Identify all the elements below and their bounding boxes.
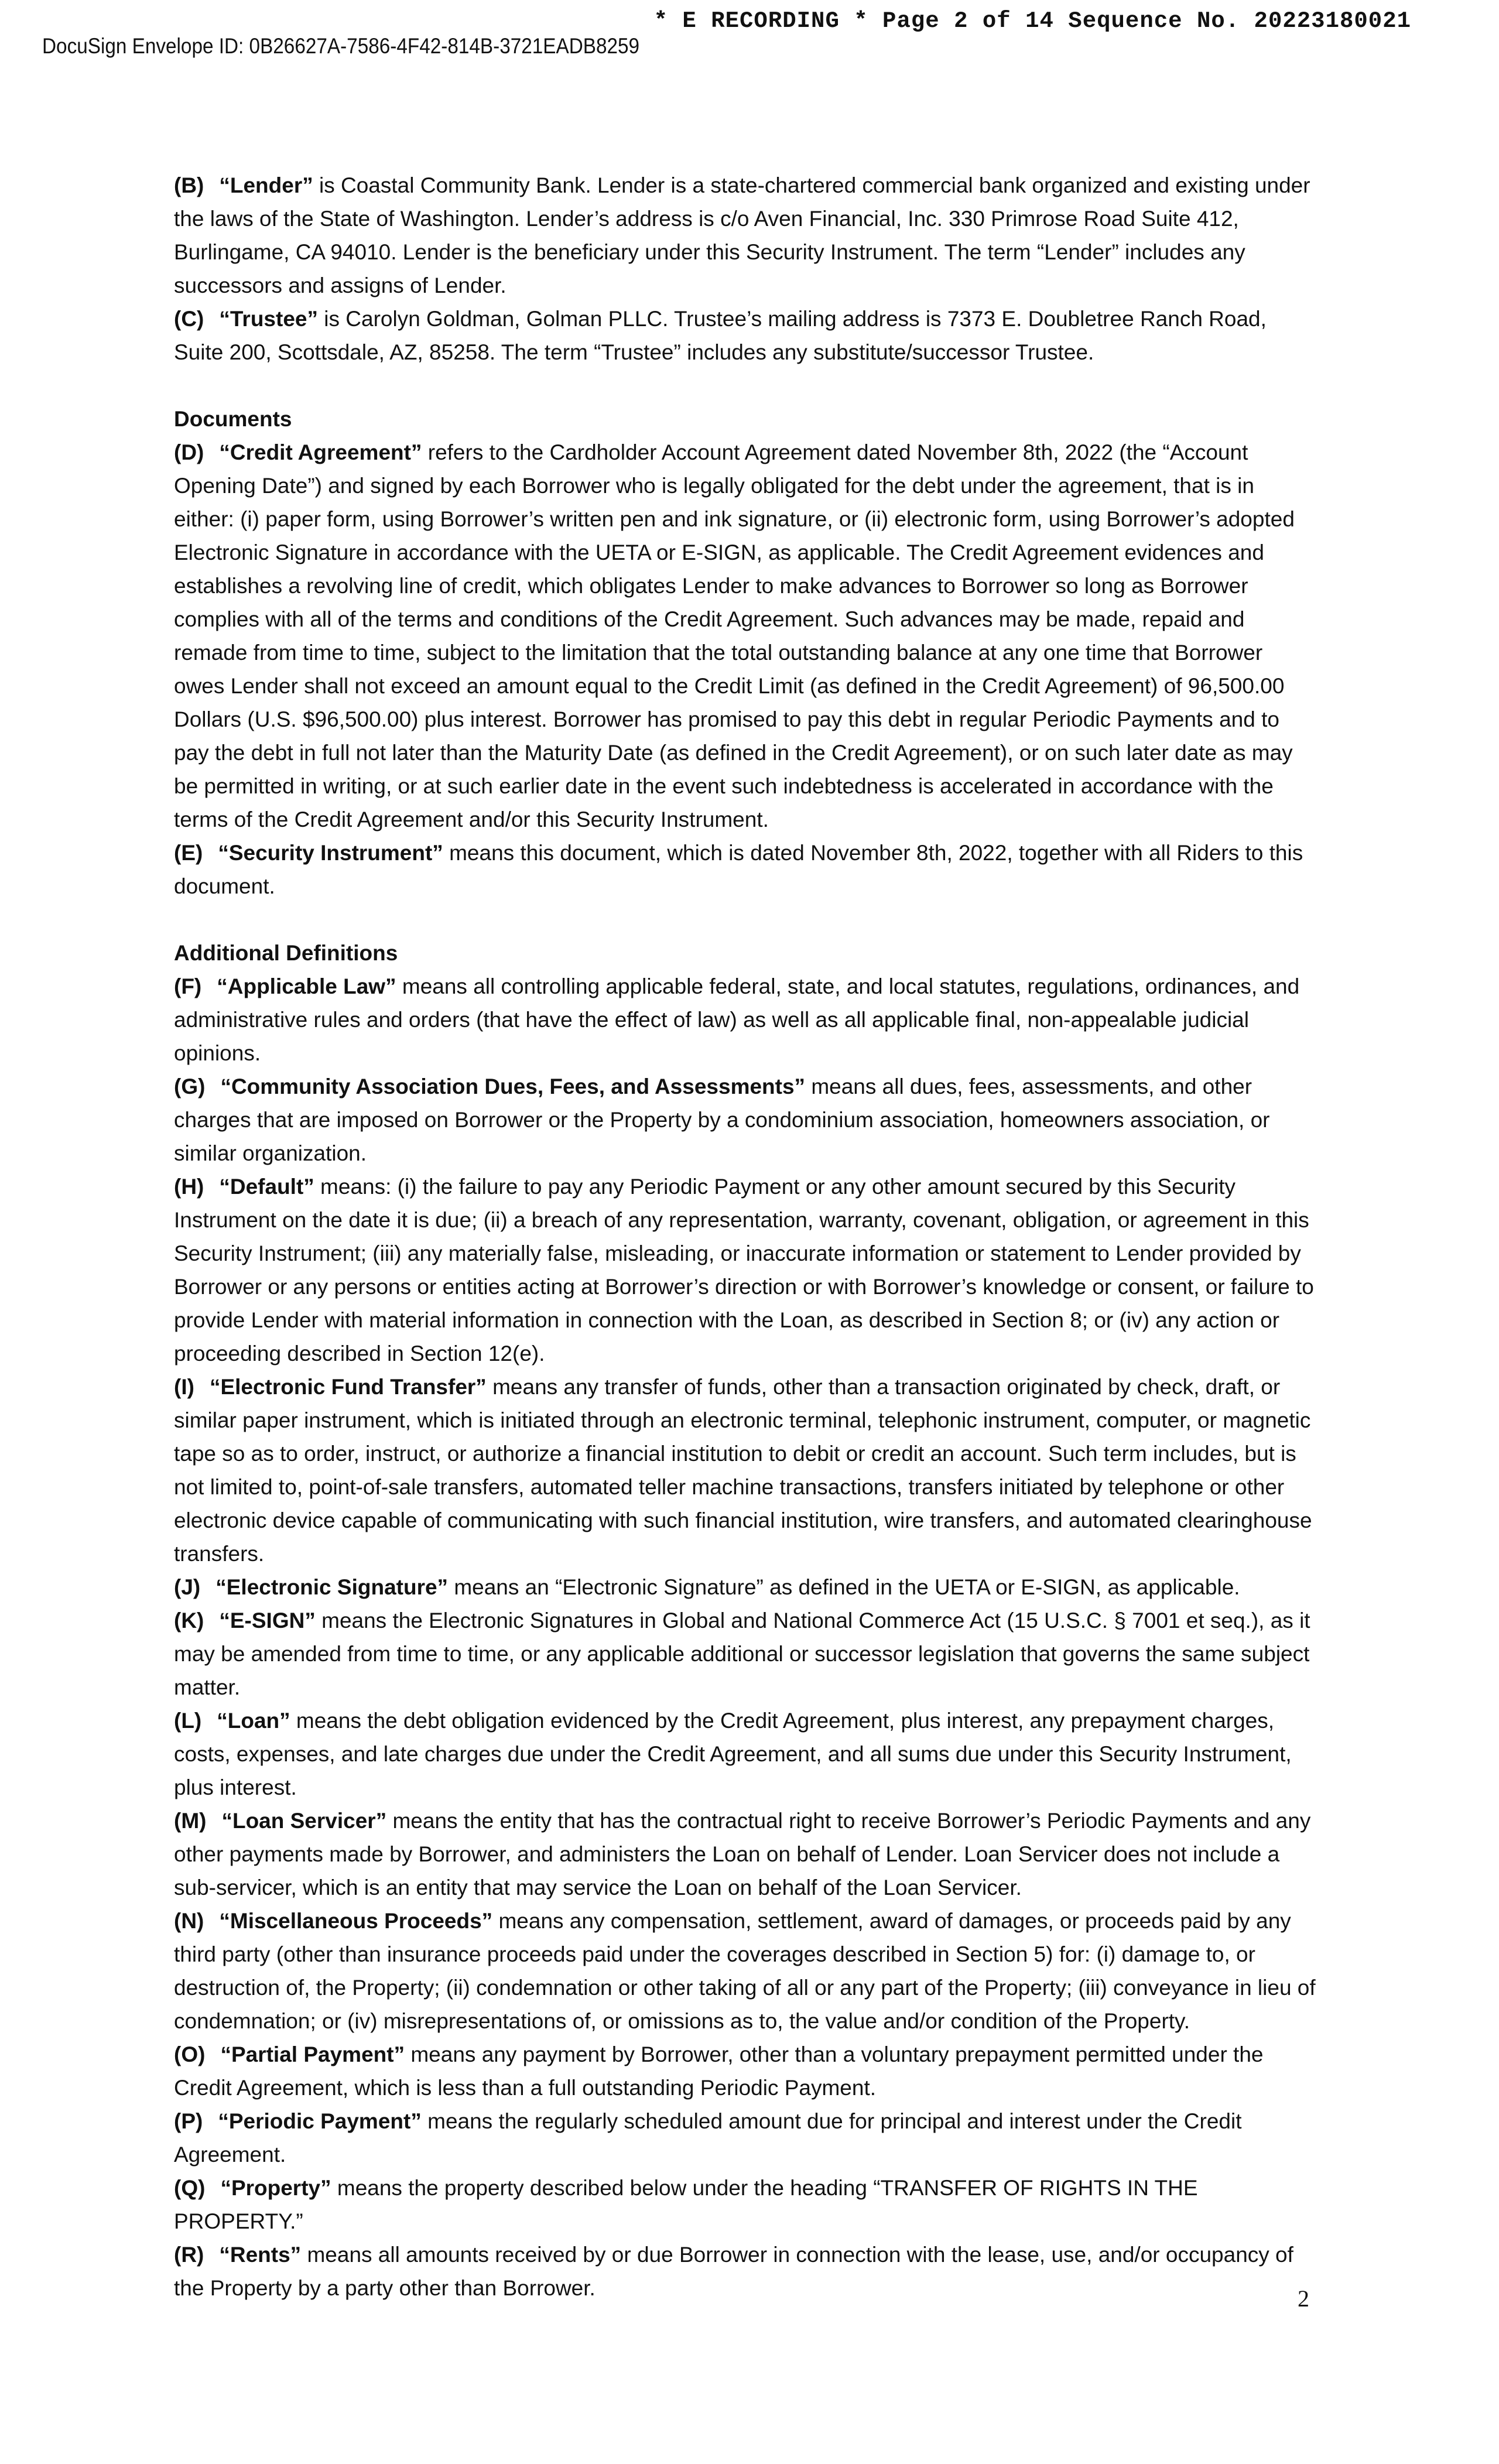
section-heading-additional-definitions: Additional Definitions bbox=[174, 941, 398, 965]
definition-loan-servicer: (M) “Loan Servicer” means the entity that has the contractual right to receive Borrower’s Periodic Payments and any other payments made by Borrower, and administers the Loan on behalf of Lender. Loan Servicer does not include a sub-servicer, which is an entity that may service the Loan on behalf of the Loan Servicer. bbox=[174, 1809, 1311, 1900]
definition-credit-agreement: (D) “Credit Agreement” refers to the Cardholder Account Agreement dated November 8th, 2022 (the “Account Opening Date”) and signed by each Borrower who is legally obligated for the debt under the agreement, that is in either: (i) paper form, using Borrower’s written pen and ink signature, or (ii) electronic form, using Borrower’s adopted Electronic Signature in accordance with the UETA or E-SIGN, as applicable. The Credit Agreement evidences and establishes a revolving line of credit, which obligates Lender to make advances to Borrower so long as Borrower complies with all of the terms and conditions of the Credit Agreement. Such advances may be made, repaid and remade from time to time, subject to the limitation that the total outstanding balance at any one time that Borrower owes Lender shall not exceed an amount equal to the Credit Limit (as defined in the Credit Agreement) of 96,500.00 Dollars (U.S. $96,500.00) plus interest. Borrower has promised to pay this debt in regular Periodic Payments and to pay the debt in full not later than the Maturity Date (as defined in the Credit Agreement), or on such later date as may be permitted in writing, or at such earlier date in the event such indebtedness is accelerated in accordance with the terms of the Credit Agreement and/or this Security Instrument. bbox=[174, 440, 1295, 831]
definition-electronic-signature: (J) “Electronic Signature” means an “Electronic Signature” as defined in the UETA or E-SIGN, as applicable. bbox=[174, 1575, 1240, 1599]
definition-default: (H) “Default” means: (i) the failure to pay any Periodic Payment or any other amount secured by this Security Instrument on the date it is due; (ii) a breach of any representation, warranty, covenant, obligation, or agreement in this Security Instrument; (iii) any materially false, misleading, or inaccurate information or statement to Lender provided by Borrower or any persons or entities acting at Borrower’s direction or with Borrower’s knowledge or consent, or failure to provide Lender with material information in connection with the Loan, as described in Section 8; or (iv) any action or proceeding described in Section 12(e). bbox=[174, 1175, 1314, 1366]
recording-stamp: * E RECORDING * Page 2 of 14 Sequence No. 20223180021 bbox=[653, 8, 1411, 34]
parties-section bbox=[174, 169, 1316, 369]
definition-applicable-law: (F) “Applicable Law” means all controlling applicable federal, state, and local statutes, regulations, ordinances, and administrative rules and orders (that have the effect of law) as well as all applicable final, non-appealable judicial opinions. bbox=[174, 974, 1300, 1065]
definition-periodic-payment: (P) “Periodic Payment” means the regularly scheduled amount due for principal and interest under the Credit Agreement. bbox=[174, 2109, 1242, 2167]
definition-property: (Q) “Property” means the property described below under the heading “TRANSFER OF RIGHTS IN THE PROPERTY.” bbox=[174, 2176, 1198, 2233]
definition-security-instrument: (E) “Security Instrument” means this document, which is dated November 8th, 2022, together with all Riders to this document. bbox=[174, 841, 1303, 898]
definition-e-sign: (K) “E-SIGN” means the Electronic Signatures in Global and National Commerce Act (15 U.S.C. § 7001 et seq.), as it may be amended from time to time, or any applicable additional or successor legislation that governs the same subject matter. bbox=[174, 1609, 1310, 1699]
additional-definitions-section bbox=[174, 936, 1316, 2305]
definition-trustee: (C) “Trustee” is Carolyn Goldman, Golman PLLC. Trustee’s mailing address is 7373 E. Doubletree Ranch Road, Suite 200, Scottsdale, AZ, 85258. The term “Trustee” includes any substitute/successor Trustee. bbox=[174, 307, 1267, 364]
documents-section bbox=[174, 402, 1316, 903]
section-heading-documents: Documents bbox=[174, 407, 292, 431]
definition-loan: (L) “Loan” means the debt obligation evidenced by the Credit Agreement, plus interest, any prepayment charges, costs, expenses, and late charges due under the Credit Agreement, and all sums due under this Security Instrument, plus interest. bbox=[174, 1709, 1292, 1799]
definition-partial-payment: (O) “Partial Payment” means any payment by Borrower, other than a voluntary prepayment permitted under the Credit Agreement, which is less than a full outstanding Periodic Payment. bbox=[174, 2042, 1264, 2100]
document-body bbox=[174, 169, 1316, 2305]
definition-miscellaneous-proceeds: (N) “Miscellaneous Proceeds” means any compensation, settlement, award of damages, or proceeds paid by any third party (other than insurance proceeds paid under the coverages described in Section 5) for: (i) damage to, or destruction of, the Property; (ii) condemnation or other taking of all or any part of the Property; (iii) conveyance in lieu of condemnation; or (iv) misrepresentations of, or omissions as to, the value and/or condition of the Property. bbox=[174, 1909, 1316, 2033]
definition-rents: (R) “Rents” means all amounts received by or due Borrower in connection with the lease, use, and/or occupancy of the Property by a party other than Borrower. bbox=[174, 2243, 1293, 2300]
docusign-envelope-id: DocuSign Envelope ID: 0B26627A-7586-4F42-814B-3721EADB8259 bbox=[42, 34, 640, 58]
definition-community-association-dues: (G) “Community Association Dues, Fees, and Assessments” means all dues, fees, assessments, and other charges that are imposed on Borrower or the Property by a condominium association, homeowners association, or similar organization. bbox=[174, 1074, 1270, 1165]
definition-electronic-fund-transfer: (I) “Electronic Fund Transfer” means any transfer of funds, other than a transaction originated by check, draft, or similar paper instrument, which is initiated through an electronic terminal, telephonic instrument, computer, or magnetic tape so as to order, instruct, or authorize a financial institution to debit or credit an account. Such term includes, but is not limited to, point-of-sale transfers, automated teller machine transactions, transfers initiated by telephone or other electronic device capable of communicating with such financial institution, wire transfers, and automated clearinghouse transfers. bbox=[174, 1375, 1312, 1566]
definition-lender: (B) “Lender” is Coastal Community Bank. Lender is a state-chartered commercial bank organized and existing under the laws of the State of Washington. Lender’s address is c/o Aven Financial, Inc. 330 Primrose Road Suite 412, Burlingame, CA 94010. Lender is the beneficiary under this Security Instrument. The term “Lender” includes any successors and assigns of Lender. bbox=[174, 173, 1310, 297]
page-number: 2 bbox=[1298, 2285, 1309, 2312]
